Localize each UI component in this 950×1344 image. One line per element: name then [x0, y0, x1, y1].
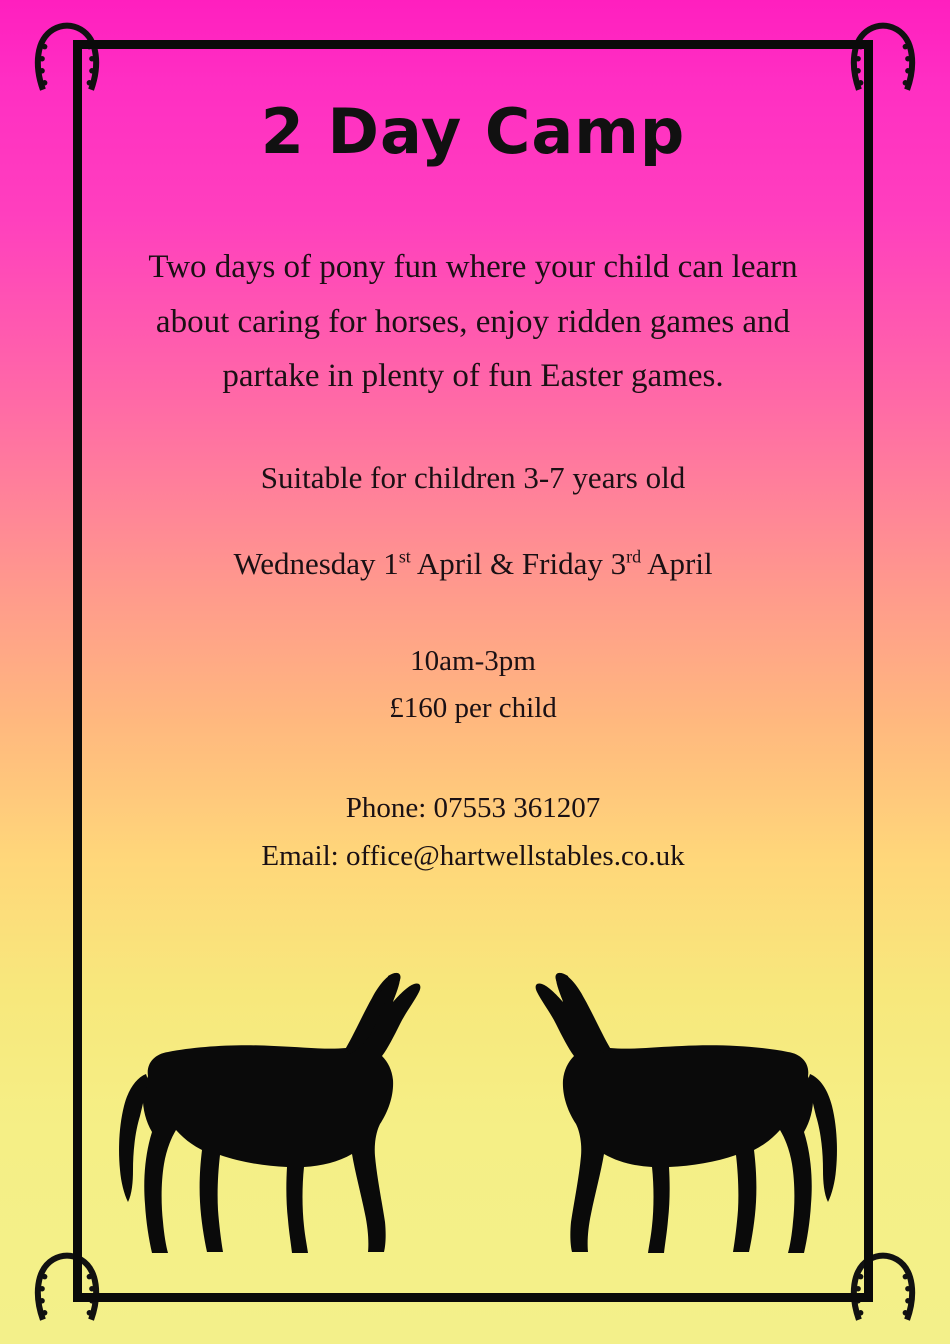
horse-illustrations	[78, 936, 878, 1266]
date-one-month: April	[410, 545, 491, 581]
date-one: Wednesday 1	[233, 545, 399, 581]
page-title: 2 Day Camp	[260, 95, 686, 168]
camp-price: £160 per child	[389, 692, 557, 725]
horse-silhouette-icon	[508, 956, 868, 1266]
contact-phone: Phone: 07553 361207	[345, 792, 601, 825]
contact-email: Email: office@hartwellstables.co.uk	[261, 840, 685, 873]
camp-time: 10am-3pm	[410, 644, 536, 677]
date-separator: &	[490, 545, 522, 581]
date-two-ordinal: rd	[626, 546, 642, 567]
poster-content	[90, 60, 856, 881]
camp-dates	[90, 546, 856, 582]
time-and-price	[90, 638, 856, 734]
age-suitability: Suitable for children 3-7 years old	[260, 459, 686, 495]
horse-silhouette-icon	[88, 956, 448, 1266]
intro-paragraph: Two days of pony fun where your child can learn about caring for horses, enjoy ridden games and partake in plenty of fun Easter games.	[148, 249, 798, 395]
contact-details	[90, 785, 856, 881]
date-two-month: April	[641, 545, 713, 581]
date-one-ordinal: st	[398, 546, 411, 567]
date-two: Friday 3	[521, 545, 627, 581]
